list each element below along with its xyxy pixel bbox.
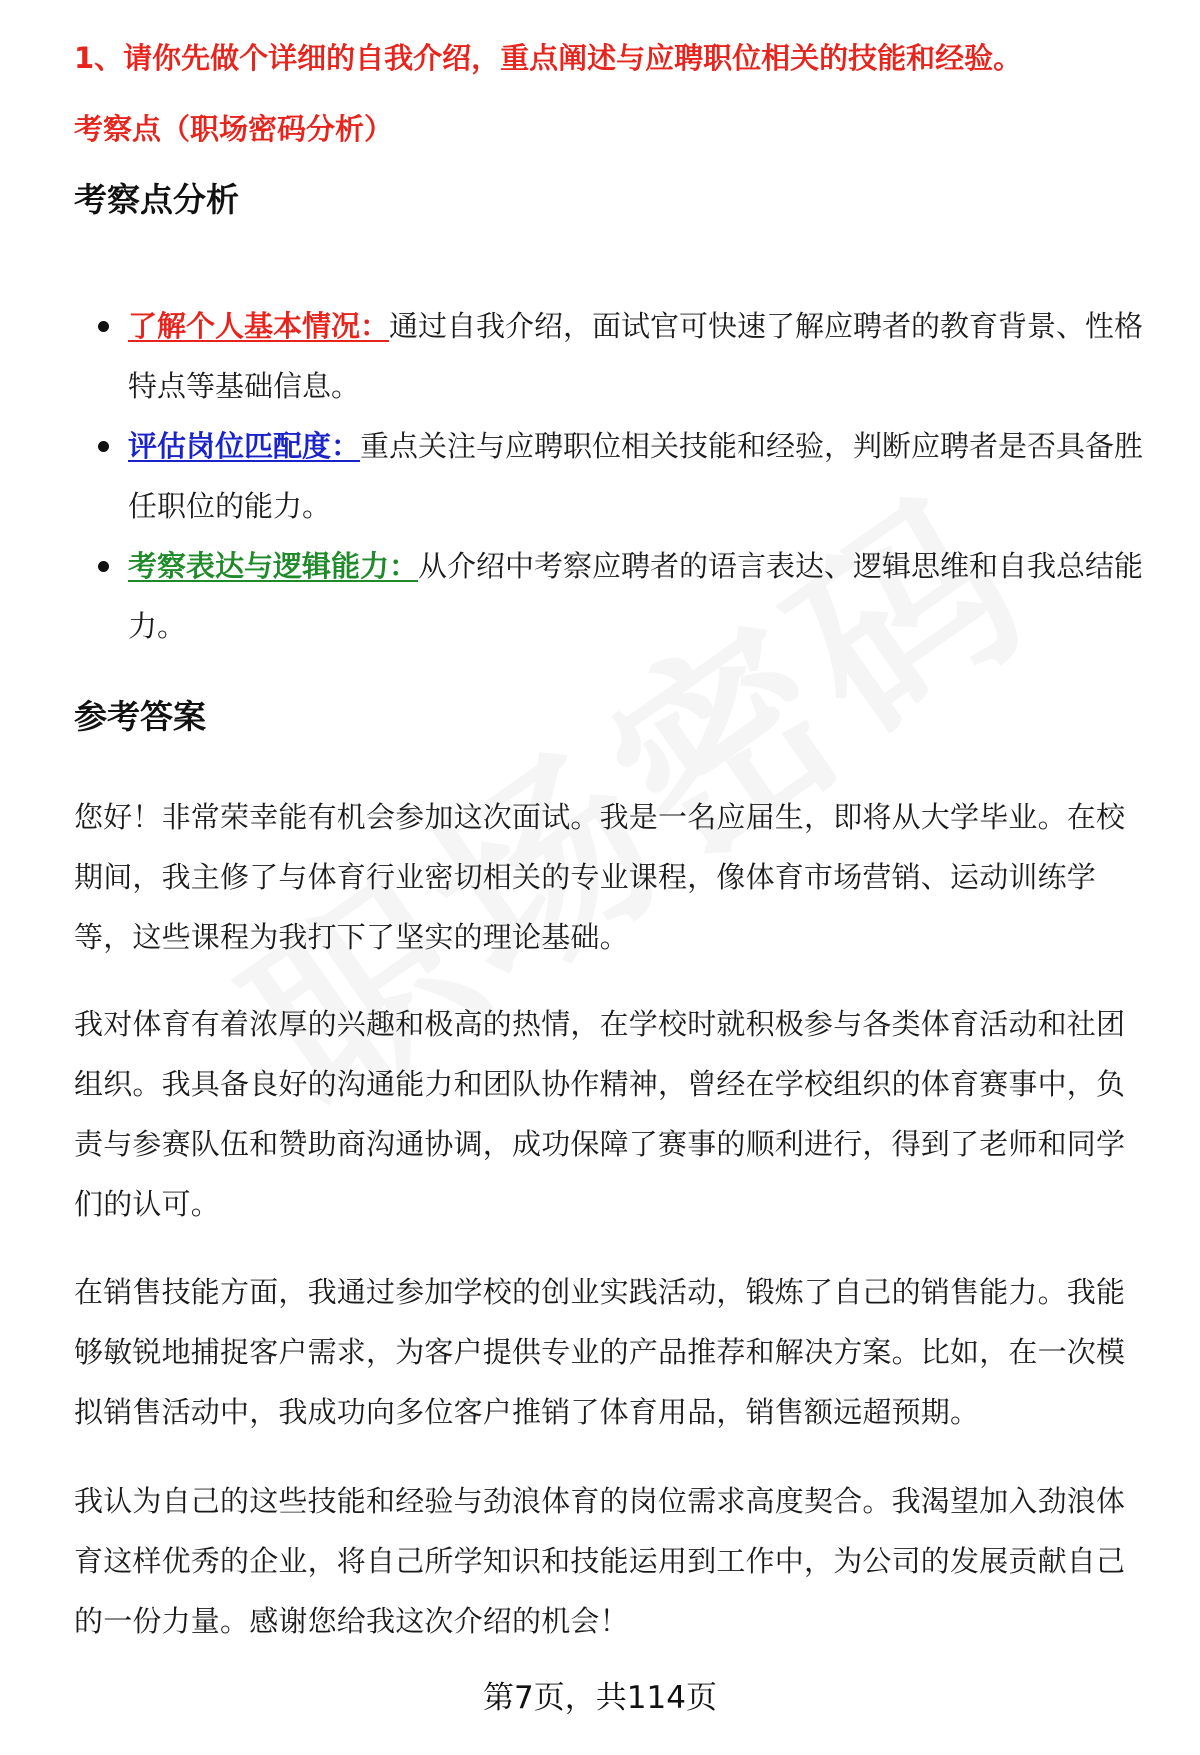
page-number: 第7页，共114页 <box>483 1680 717 1716</box>
analysis-item <box>74 536 1154 656</box>
analysis-item-key: 考察表达与逻辑能力： <box>128 549 419 583</box>
answer-paragraph: 我对体育有着浓厚的兴趣和极高的热情，在学校时就积极参与各类体育活动和社团组织。我具备良好的沟通能力和团队协作精神，曾经在学校组织的体育赛事中，负责与参赛队伍和赞助商沟通协调，成功保障了赛事的顺利进行，得到了老师和同学们的认可。 <box>74 1007 1126 1221</box>
answer-heading: 参考答案 <box>74 697 206 736</box>
analysis-heading: 考察点分析 <box>74 180 239 219</box>
analysis-item-key: 评估岗位匹配度： <box>128 429 361 463</box>
analysis-item <box>74 416 1154 536</box>
analysis-item-text: 重点关注与应聘职位相关技能和经验，判断应聘者是否具备胜任职位的能力。 <box>128 429 1144 523</box>
answer-paragraph: 我认为自己的这些技能和经验与劲浪体育的岗位需求高度契合。我渴望加入劲浪体育这样优秀的企业，将自己所学知识和技能运用到工作中，为公司的发展贡献自己的一份力量。感谢您给我这次介绍的机会！ <box>74 1484 1126 1638</box>
analysis-list <box>74 296 1154 656</box>
analysis-item <box>74 296 1154 416</box>
answer-paragraph: 在销售技能方面，我通过参加学校的创业实践活动，锻炼了自己的销售能力。我能够敏锐地捕捉客户需求，为客户提供专业的产品推荐和解决方案。比如，在一次模拟销售活动中，我成功向多位客户推销了体育用品，销售额远超预期。 <box>74 1275 1126 1429</box>
bullet-icon <box>98 441 109 452</box>
question-title: 1、请你先做个详细的自我介绍，重点阐述与应聘职位相关的技能和经验。 <box>74 41 1023 75</box>
analysis-item-text: 从介绍中考察应聘者的语言表达、逻辑思维和自我总结能力。 <box>128 549 1144 643</box>
section-subtitle: 考察点（职场密码分析） <box>74 112 394 146</box>
analysis-item-key: 了解个人基本情况： <box>128 309 390 343</box>
bullet-icon <box>98 561 109 572</box>
analysis-item-text: 通过自我介绍，面试官可快速了解应聘者的教育背景、性格特点等基础信息。 <box>128 309 1144 403</box>
bullet-icon <box>98 321 109 332</box>
answer-paragraph: 您好！非常荣幸能有机会参加这次面试。我是一名应届生，即将从大学毕业。在校期间，我主修了与体育行业密切相关的专业课程，像体育市场营销、运动训练学等，这些课程为我打下了坚实的理论基础。 <box>74 800 1126 954</box>
